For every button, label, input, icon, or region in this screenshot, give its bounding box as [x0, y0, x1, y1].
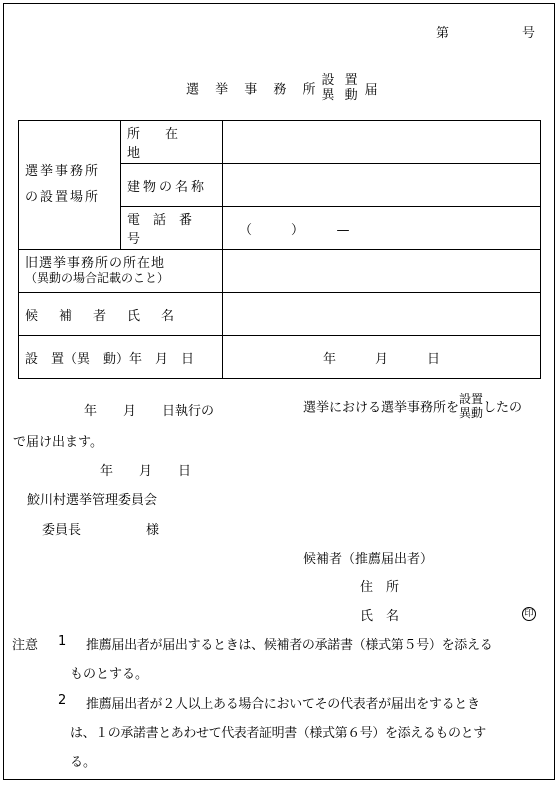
seal-mark: 印 [522, 607, 536, 621]
office-info-table [18, 120, 541, 379]
note-2-line-2: は、１の承諾書とあわせて代表者証明書（様式第６号）を添えるものとす [70, 726, 486, 741]
candidate-name-field[interactable] [223, 293, 541, 336]
applicant-name-label: 氏 名 [360, 609, 400, 624]
doc-number-suffix: 号 [522, 26, 536, 41]
note-1-line-1: 推薦届出者が届出するときは、候補者の承諾書（様式第５号）を添える [86, 638, 493, 653]
submission-date: 年 月 日 [100, 464, 192, 479]
applicant-label: 候補者（推薦届出者） [303, 552, 434, 567]
committee-chair: 委員長 様 [42, 523, 160, 538]
note-2-number: 2 [58, 693, 67, 708]
building-field[interactable] [223, 164, 541, 207]
title-prefix: 選 挙 事 務 所 [186, 82, 322, 98]
committee-name: 鮫川村選挙管理委員会 [27, 493, 158, 508]
building-label: 建物の名称 [121, 164, 223, 207]
election-date-text: 年 月 日執行の [84, 404, 215, 419]
location-field[interactable] [223, 121, 541, 164]
declaration-line: 選挙における選挙事務所を 設置 異動 したの [303, 392, 523, 420]
note-2-line-1: 推薦届出者が２人以上ある場合においてその代表者が届出をするとき [86, 697, 480, 712]
office-location-group-label: 選挙事務所 の設置場所 [19, 121, 121, 250]
notes-label: 注意 [12, 638, 39, 653]
setup-date-field[interactable]: 年 月 日 [223, 336, 541, 379]
old-location-field[interactable] [223, 250, 541, 293]
phone-field[interactable]: （ ） — [223, 207, 541, 250]
candidate-name-label: 候 補 者 氏 名 [19, 293, 223, 336]
applicant-address-label: 住 所 [360, 580, 400, 595]
declaration-line-end: で届け出ます。 [13, 435, 103, 450]
note-1-number: 1 [58, 634, 67, 649]
title-suffix: 届 [364, 82, 378, 98]
document-title [186, 73, 378, 103]
setup-date-label: 設 置（異 動）年 月 日 [19, 336, 223, 379]
old-location-label: 旧選挙事務所の所在地 （異動の場合記載のこと） [19, 250, 223, 293]
note-2-line-3: る。 [70, 755, 97, 770]
location-label: 所 在 地 [121, 121, 223, 164]
doc-number-prefix: 第 [436, 26, 450, 41]
option-setup: 設置 [459, 392, 484, 406]
option-change: 異動 [459, 406, 484, 420]
note-1-line-2: ものとする。 [70, 667, 149, 682]
title-option-setup: 設 置 [321, 73, 361, 88]
title-option-change: 異 動 [321, 88, 361, 103]
phone-label: 電 話 番 号 [121, 207, 223, 250]
